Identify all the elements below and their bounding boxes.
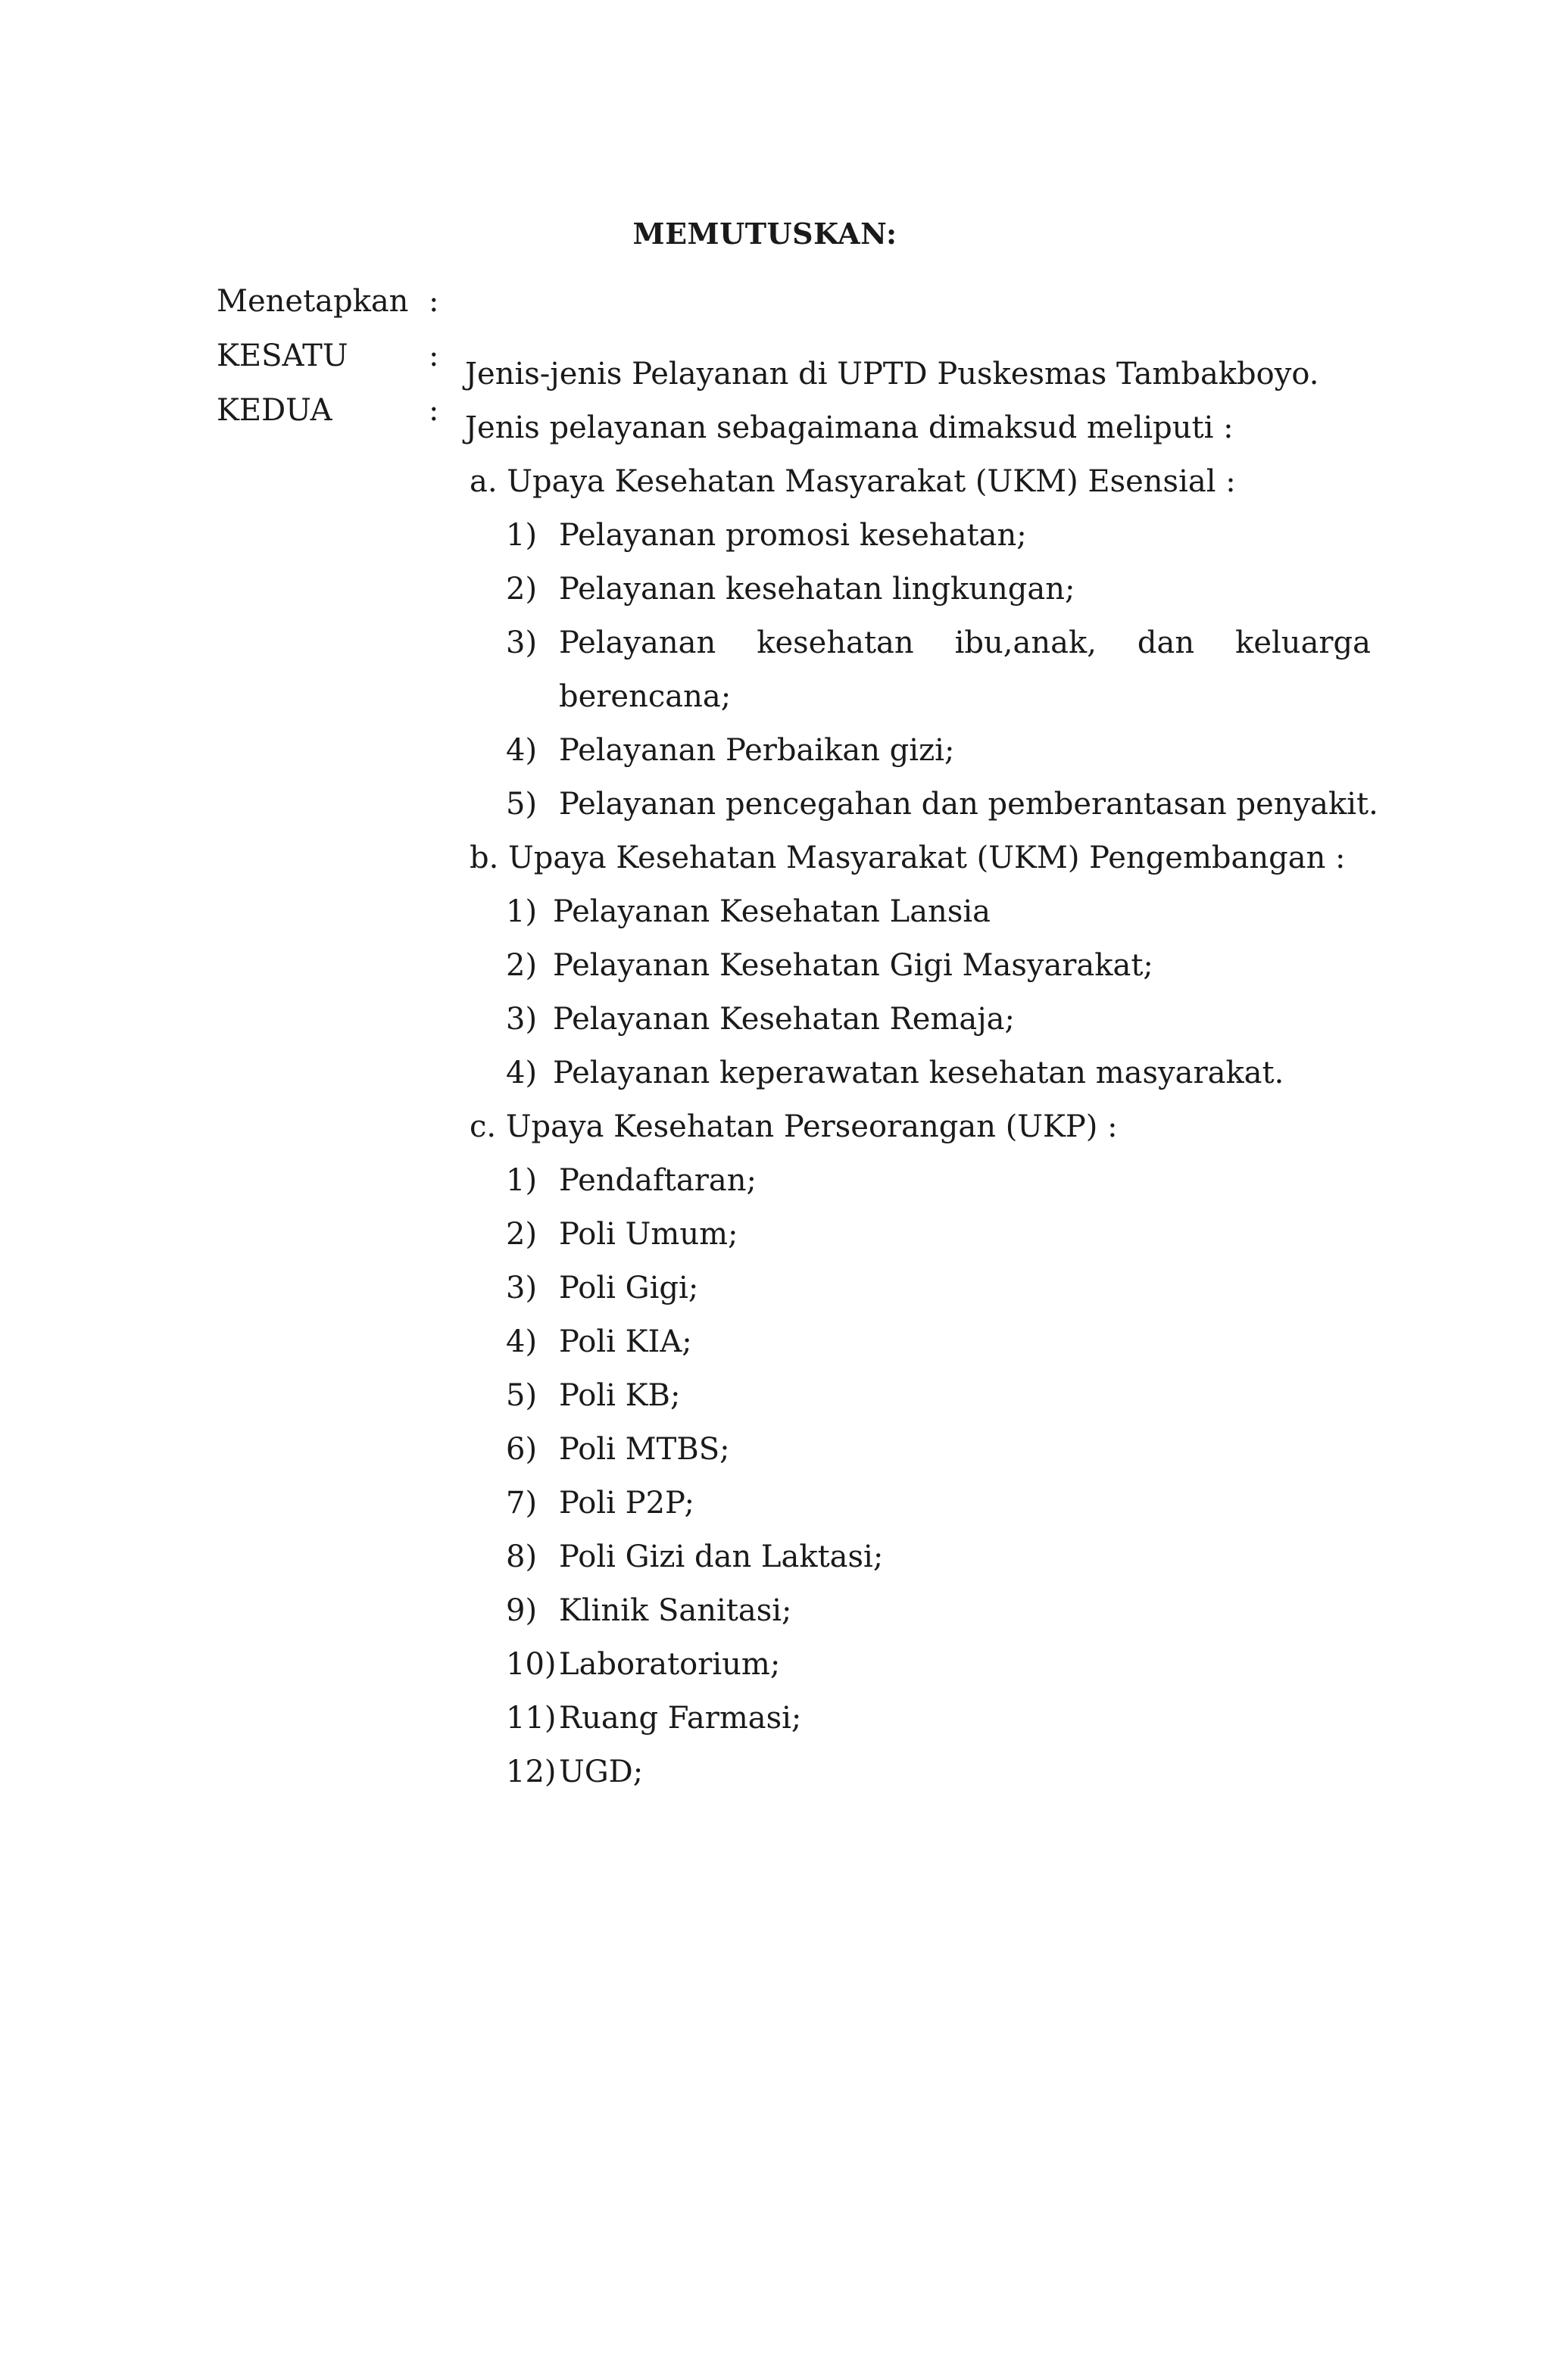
list-item-number: 8) [506, 1539, 538, 1574]
label-kesatu: KESATU [217, 338, 348, 373]
list-item: Pelayanan pencegahan dan pemberantasan penyakit. [559, 787, 1378, 822]
label-kedua: KEDUA [217, 393, 332, 428]
list-item-number: 2) [506, 948, 538, 983]
section-c-heading: c. Upaya Kesehatan Perseorangan (UKP) : [470, 1109, 1118, 1144]
colon-kesatu: : [429, 338, 439, 373]
colon-kedua: : [429, 393, 439, 428]
list-item-number: 12) [506, 1755, 557, 1789]
list-item-number: 4) [506, 733, 538, 768]
list-item: Laboratorium; [559, 1647, 781, 1682]
list-item: Pelayanan kesehatan lingkungan; [559, 572, 1075, 607]
list-item-number: 1) [506, 518, 538, 553]
list-item-number: 11) [506, 1701, 557, 1736]
list-item-number: 7) [506, 1486, 538, 1521]
list-item: Pelayanan keperawatan kesehatan masyarakat. [553, 1056, 1284, 1090]
list-item-number: 2) [506, 572, 538, 607]
kedua-text: Jenis pelayanan sebagaimana dimaksud meliputi : [465, 410, 1234, 445]
kesatu-text: Jenis-jenis Pelayanan di UPTD Puskesmas Tambakboyo. [465, 357, 1319, 391]
list-item: Poli KIA; [559, 1324, 692, 1359]
list-item: Pelayanan Kesehatan Lansia [553, 894, 991, 929]
section-a-heading: a. Upaya Kesehatan Masyarakat (UKM) Esensial : [470, 464, 1236, 499]
list-item-number: 4) [506, 1324, 538, 1359]
list-item: Poli Umum; [559, 1217, 738, 1252]
list-item-number: 3) [506, 625, 538, 660]
list-item-number: 9) [506, 1593, 538, 1628]
list-item: Pelayanan promosi kesehatan; [559, 518, 1027, 553]
list-item: Pendaftaran; [559, 1163, 757, 1198]
list-item: Klinik Sanitasi; [559, 1593, 792, 1628]
list-item-number: 1) [506, 1163, 538, 1198]
list-item: Pelayanan Kesehatan Gigi Masyarakat; [553, 948, 1153, 983]
label-menetapkan: Menetapkan [217, 284, 409, 319]
list-item-number: 5) [506, 1378, 538, 1413]
list-item-number: 6) [506, 1432, 538, 1467]
list-item-number: 1) [506, 894, 538, 929]
list-item: Poli MTBS; [559, 1432, 730, 1467]
colon-menetapkan: : [429, 284, 439, 319]
list-item-number: 5) [506, 787, 538, 822]
section-b-heading: b. Upaya Kesehatan Masyarakat (UKM) Pengembangan : [470, 841, 1346, 875]
list-item: Pelayanan kesehatan ibu,anak, dan keluarga [559, 625, 1371, 660]
list-item-continuation: berencana; [559, 679, 732, 714]
list-item: Pelayanan Perbaikan gizi; [559, 733, 955, 768]
list-item-number: 2) [506, 1217, 538, 1252]
list-item-number: 10) [506, 1647, 557, 1682]
list-item: Poli Gigi; [559, 1271, 699, 1305]
list-item: Poli KB; [559, 1378, 681, 1413]
list-item: UGD; [559, 1755, 644, 1789]
list-item: Poli P2P; [559, 1486, 695, 1521]
page-title: MEMUTUSKAN: [632, 217, 897, 251]
list-item: Pelayanan Kesehatan Remaja; [553, 1002, 1015, 1037]
list-item-number: 3) [506, 1271, 538, 1305]
list-item-number: 3) [506, 1002, 538, 1037]
list-item: Poli Gizi dan Laktasi; [559, 1539, 884, 1574]
list-item-number: 4) [506, 1056, 538, 1090]
list-item: Ruang Farmasi; [559, 1701, 802, 1736]
